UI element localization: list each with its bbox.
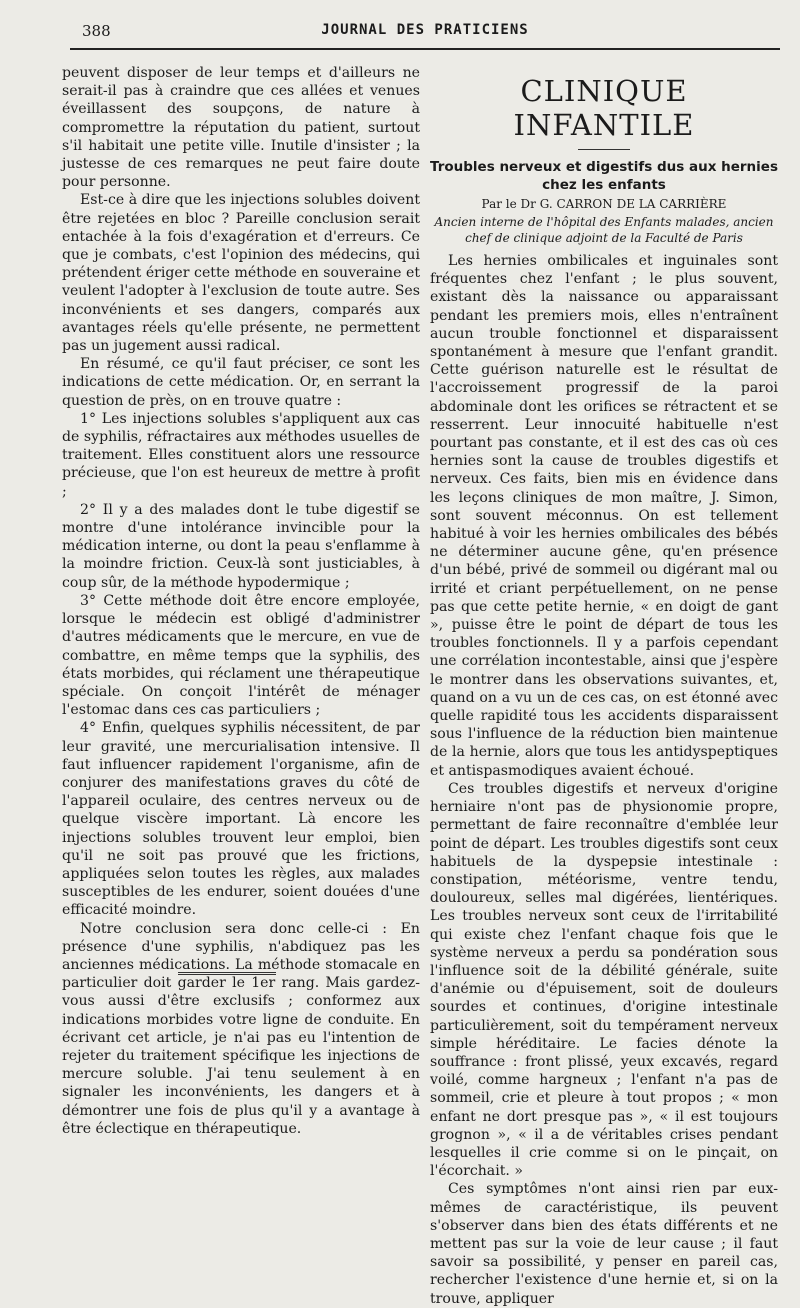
article-title: Troubles nerveux et digestifs dus aux hernies chez les enfants [430,159,778,193]
author-affiliation: Ancien interne de l'hôpital des Enfants malades, ancien chef de clinique adjoint de la Faculté de Paris [434,215,774,245]
page-number: 388 [82,22,111,40]
page-header [70,22,780,44]
journal-title: JOURNAL DES PRATICIENS [321,22,529,38]
paragraph: Ces symptômes n'ont ainsi rien par eux-mêmes de caractéristique, ils peuvent s'observer dans bien des états différents et ne mettent pas sur la voie de leur cause ; il faut savoir sa possibilité, y penser en pareil cas, rechercher l'existence d'une hernie et, si on la trouve, appliquer [430,1181,778,1307]
section-title: CLINIQUE INFANTILE [513,74,695,142]
header-rule [70,48,780,50]
paragraph: 4° Enfin, quelques syphilis nécessitent, de par leur gravité, une mercurialisation intensive. Il faut influencer rapidement l'organisme, afin de conjurer des manifestations graves du côté de l'appareil oculaire, des centres nerveux ou de quelque viscère important. Là encore les injections solubles trouvent leur emploi, bien qu'il ne soit pas prouvé que les frictions, appliquées selon toutes les règles, aux malades susceptibles de les endurer, soient douées d'une efficacité moindre. [62,720,420,919]
paragraph: Est-ce à dire que les injections solubles doivent être rejetées en bloc ? Pareille conclusion serait entachée à la fois d'exagération et d'erreurs. Ce que je combats, c'est l'opinion des médecins, qui prétendent ériger cette méthode en souveraine et veulent l'adopter à l'exclusion de toute autre. Ses inconvénients et ses dangers, comparés aux avantages réels qu'elle présente, ne permettent pas un jugement aussi radical. [62,192,420,355]
paragraph: Les hernies ombilicales et inguinales sont fréquentes chez l'enfant ; le plus souvent, existant dès la naissance ou apparaissant pendant les premiers mois, elles n'entraînent aucun trouble fonctionnel et disparaissent spontanément à mesure que l'enfant grandit. Cette guérison naturelle est le résultat de l'accroissement progressif de la paroi abdominale dont les orifices se rétractent et se resserrent. Leur innocuité habituelle n'est pourtant pas constante, et il est des cas où ces hernies sont la cause de troubles digestifs et nerveux. Ces faits, bien mis en évidence dans les leçons cliniques de mon maître, J. Simon, sont souvent méconnus. On est tellement habitué à voir les hernies ombilicales des bébés ne déterminer aucune gêne, qu'en présence d'un bébé, privé de sommeil ou digérant mal ou irrité et criant perpétuellement, on ne pense pas que cette petite hernie, « en doigt de gant », puisse être le point de départ de tous les troubles fonctionnels. Il y a parfois cependant une corrélation incontestable, ainsi que j'espère le montrer dans les observations suivantes, et, quand on a vu un de ces cas, on est étonné avec quelle rapidité tous les accidents disparaissent sous l'influence de la réduction bien maintenue de la hernie, alors que tous les antidyspeptiques et antispasmodiques avaient échoué. [430,253,778,779]
title-divider [578,149,630,150]
right-column [430,64,778,1308]
article-end-rule [178,972,276,975]
author-byline: Par le Dr G. CARRON DE LA CARRIÈRE [481,197,727,211]
left-column [62,64,420,1138]
paragraph: 3° Cette méthode doit être encore employée, lorsque le médecin est obligé d'administrer d'autres médicaments que le mercure, en vue de combattre, en même temps que la syphilis, des états morbides, qui réclament une thérapeutique spéciale. On conçoit l'intérêt de ménager l'estomac dans ces cas particuliers ; [62,592,420,719]
paragraph: 1° Les injections solubles s'appliquent aux cas de syphilis, réfractaires aux méthodes usuelles de traitement. Elles constituent alors une ressource précieuse, que l'on est heureux de mettre à profit ; [62,410,420,500]
paragraph: peuvent disposer de leur temps et d'ailleurs ne serait-il pas à craindre que ces allées et venues éveillassent des soupçons, de nature à compromettre la réputation du patient, surtout s'il habitait une petite ville. Inutile d'insister ; la justesse de ces remarques ne peut faire doute pour personne. [62,65,420,191]
paragraph: Notre conclusion sera donc celle-ci : En présence d'une syphilis, n'abdiquez pas les anciennes médications. La méthode stomacale en particulier doit garder le 1er rang. Mais gardez-vous aussi d'être exclusifs ; conformez aux indications morbides votre ligne de conduite. En écrivant cet article, je n'ai pas eu l'intention de rejeter du traitement spécifique les injections de mercure soluble. J'ai tenu seulement à en signaler les inconvénients, les dangers et à démontrer une fois de plus qu'il y a avantage à être éclectique en thérapeutique. [62,920,420,1137]
paragraph: Ces troubles digestifs et nerveux d'origine herniaire n'ont pas de physionomie propre, permettant de faire reconnaître d'emblée leur point de départ. Les troubles digestifs sont ceux habituels de la dyspepsie intestinale : constipation, météorisme, ventre tendu, douloureux, selles mal digérées, lientériques. Les troubles nerveux sont ceux de l'irritabilité qui existe chez l'enfant chaque fois que le système nerveux a perdu sa pondération sous l'influence soit de la débilité générale, suite d'anémie ou d'épuisement, soit de douleurs sourdes et continues, d'origine intestinale particulièrement, soit du tempérament nerveux simple héréditaire. Le facies dénote la souffrance : front plissé, yeux excavés, regard voilé, comme hargneux ; l'enfant n'a pas de sommeil, crie et pleure à tout propos ; « mon enfant ne dort presque pas », « il est toujours grognon », « il a de véritables crises pendant lesquelles il crie comme si on le pinçait, on l'écorchait. » [430,780,778,1180]
paragraph: 2° Il y a des malades dont le tube digestif se montre d'une intolérance invincible pour la médication interne, ou dont la peau s'enflamme à la moindre friction. Ceux-là sont justiciables, à coup sûr, de la méthode hypodermique ; [62,501,420,591]
paragraph: En résumé, ce qu'il faut préciser, ce sont les indications de cette médication. Or, en serrant la question de près, on en trouve quatre : [62,356,420,409]
